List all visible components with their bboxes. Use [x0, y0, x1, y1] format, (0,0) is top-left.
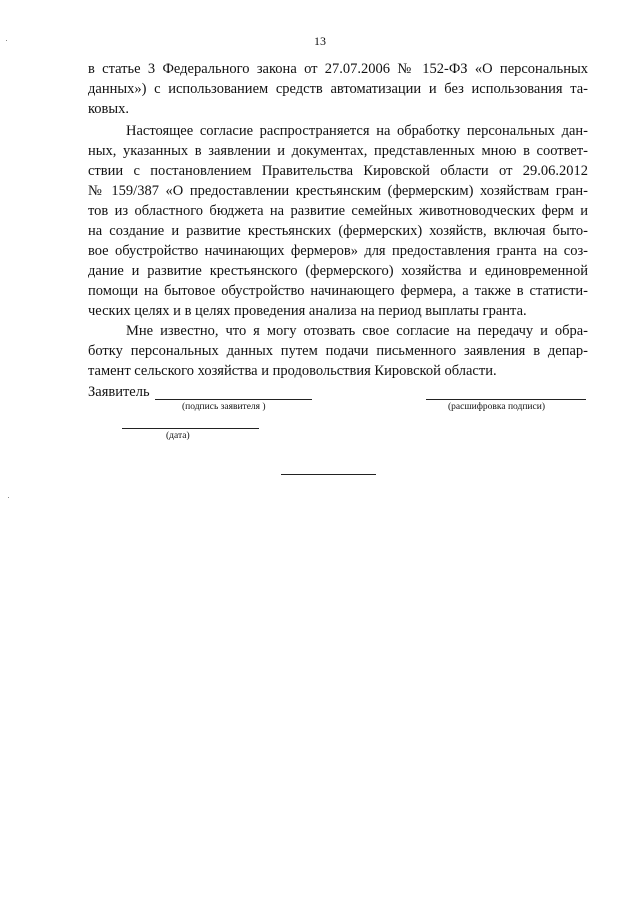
text-line: тов из областного бюджета на развитие семейных животноводческих ферм и [88, 203, 588, 219]
signature-caption: (подпись заявителя ) [182, 402, 266, 412]
decoding-caption: (расшифровка подписи) [448, 402, 545, 412]
scan-speck [8, 497, 9, 498]
signature-line [155, 399, 312, 400]
scan-speck [6, 40, 7, 41]
date-line [122, 428, 259, 429]
date-caption: (дата) [166, 431, 190, 441]
text-line: данных») с использованием средств автоматизации и без использования та- [88, 81, 588, 97]
end-divider [281, 474, 376, 475]
text-line: Настоящее согласие распространяется на обработку персональных дан- [126, 123, 588, 139]
text-line: в статье 3 Федерального закона от 27.07.2006 № 152-ФЗ «О персональных [88, 61, 588, 77]
decoding-line [426, 399, 586, 400]
text-line: № 159/387 «О предоставлении крестьянским (фермерским) хозяйствам гран- [88, 183, 588, 199]
text-line: ных, указанных в заявлении и документах, представленных мною в соответ- [88, 143, 588, 159]
text-line: на создание и развитие крестьянских (фермерских) хозяйств, включая быто- [88, 223, 588, 239]
text-line: Мне известно, что я могу отозвать свое согласие на передачу и обра- [126, 323, 588, 339]
text-line: ствии с постановлением Правительства Кировской области от 29.06.2012 [88, 163, 588, 179]
text-line: вое обустройство начинающих фермеров» для предоставления гранта на соз- [88, 243, 588, 259]
text-line: ческих целях и в целях проведения анализа на период выплаты гранта. [88, 303, 527, 319]
page-number: 13 [314, 34, 326, 48]
text-line: дание и развитие крестьянского (фермерского) хозяйства и единовременной [88, 263, 588, 279]
text-line: ковых. [88, 101, 130, 117]
text-line: помощи на бытовое обустройство начинающего фермера, а также в статисти- [88, 283, 588, 299]
applicant-label: Заявитель [88, 384, 150, 400]
text-line: тамент сельского хозяйства и продовольствия Кировской области. [88, 363, 497, 379]
text-line: ботку персональных данных путем подачи письменного заявления в депар- [88, 343, 588, 359]
